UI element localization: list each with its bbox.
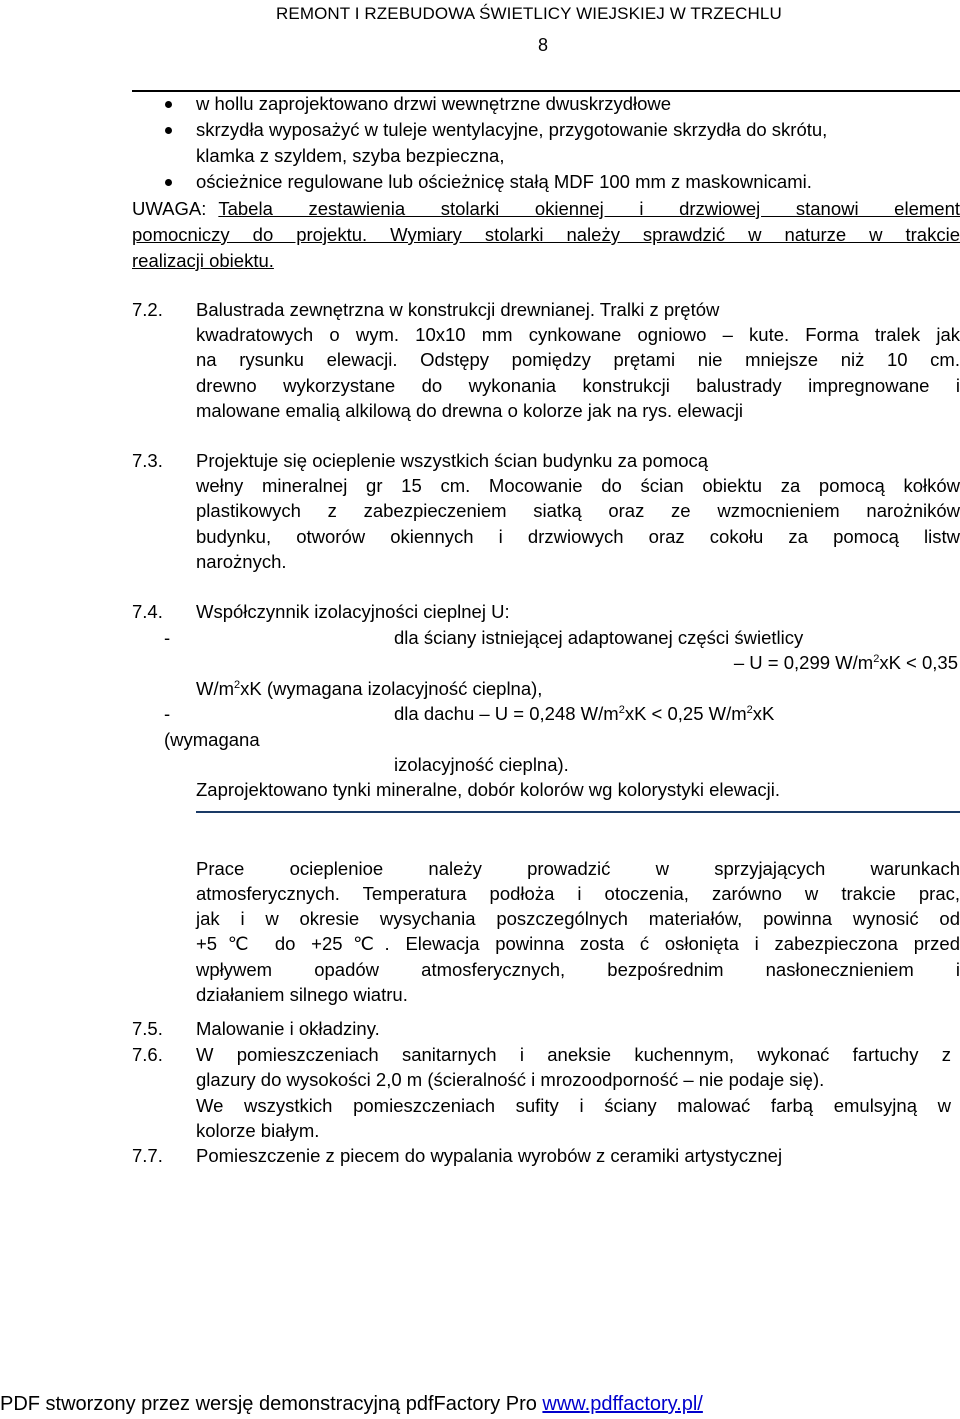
bullet-item-cont: klamka z szyldem, szyba bezpieczna, [196,145,505,166]
section-title: Współczynnik izolacyjności cieplnej U: [196,601,510,622]
paragraph-line: jak i w okresie wysychania poszczególnych materiałów, powinna wynosić od [196,908,960,929]
u-item-roof-cont: (wymagana [164,729,260,750]
section-text: budynku, otworów okiennych i drzwiowych oraz cokołu za pomocą listw [196,526,960,547]
section-number: 7.3. [132,450,163,471]
u-item-wall: dla ściany istniejącej adaptowanej części świetlicy [394,627,804,648]
page-number: 8 [538,35,549,55]
section-text: Projektuje się ocieplenie wszystkich ścian budynku za pomocą [196,450,709,471]
uwaga-label: UWAGA: [132,198,207,219]
u-item-wall-value: – U = 0,299 $W/m^2xK < 0,35$ [733,652,958,673]
u-item-roof-cont: izolacyjność cieplna). [394,754,569,775]
section-text: narożnych. [196,551,287,572]
separator-rule [196,811,960,813]
section-text: kolorze białym. [196,1120,320,1141]
uwaga-text: Tabela zestawienia stolarki okiennej i drzwiowej stanowi element [218,198,960,219]
uwaga-line-3: realizacji obiektu. [132,250,274,271]
section-closing: Zaprojektowano tynki mineralne, dobór kolorów wg kolorystyki elewacji. [196,779,781,800]
section-number: 7.2. [132,299,163,320]
uwaga-line-1 [132,200,960,219]
paragraph-line: Prace ocieplenioe należy prowadzić w sprzyjających warunkach [196,858,960,879]
section-text: na rysunku elewacji. Odstępy pomiędzy prętami nie mniejsze niż 10 cm. [196,349,960,370]
bullet-item: w hollu zaprojektowano drzwi wewnętrzne dwuskrzydłowe [196,93,672,114]
pdf-footer [0,1394,703,1414]
section-number: 7.6. [132,1044,163,1065]
bullet-dot [165,179,172,186]
section-text: Balustrada zewnętrzna w konstrukcji drewnianej. Tralki z prętów [196,299,720,320]
paragraph-line: atmosferycznych. Temperatura podłoża i otoczenia, zarówno w trakcie prac, [196,883,960,904]
footer-link[interactable]: www.pdffactory.pl/ [542,1393,703,1415]
bullet-dot [165,101,172,108]
section-text: malowane emalią alkilową do drewna o kolorze jak na rys. elewacji [196,400,744,421]
section-text: drewno wykorzystane do wykonania konstrukcji balustrady impregnowane i [196,375,960,396]
section-text: kwadratowych o wym. 10x10 mm cynkowane ogniowo – kute. Forma tralek jak [196,324,960,345]
section-text: wełny mineralnej gr 15 cm. Mocowanie do ścian obiektu za pomocą kołków [196,475,960,496]
section-text: Pomieszczenie z piecem do wypalania wyrobów z ceramiki artystycznej [196,1145,783,1166]
section-text: We wszystkich pomieszczeniach sufity i ściany malować farbą emulsyjną w [196,1095,951,1116]
paragraph-line: wpływem opadów atmosferycznych, bezpośrednim nasłonecznieniem i [196,959,960,980]
bullet-dot [165,127,172,134]
running-header-title: REMONT I RZEBUDOWA ŚWIETLICY WIEJSKIEJ W TRZECHLU [276,4,782,23]
section-number: 7.4. [132,601,163,622]
list-dash: - [164,703,171,724]
section-number: 7.7. [132,1145,163,1166]
paragraph-line: +5℃ do +25℃. Elewacja powinna zosta ć osłonięta i zabezpieczona przed [196,933,960,954]
section-text: W pomieszczeniach sanitarnych i aneksie kuchennym, wykonać fartuchy z [196,1044,951,1065]
section-text: glazury do wysokości 2,0 m (ścieralność i mrozoodporność – nie podaje się). [196,1069,825,1090]
uwaga-line-2: pomocniczy do projektu. Wymiary stolarki należy sprawdzić w naturze w trakcie [132,224,960,245]
list-dash: - [164,627,171,648]
u-item-wall-cont: $W/m^2xK$ (wymagana izolacyjność cieplna), [196,678,543,699]
paragraph-line: działaniem silnego wiatru. [196,984,408,1005]
u-item-roof: dla dachu – U = 0,248 $W/m^2xK < 0,25$ $W/m^2xK$ [394,703,775,724]
footer-text: PDF stworzony przez wersję demonstracyjną pdfFactory Pro [0,1393,543,1415]
section-number: 7.5. [132,1018,163,1039]
header-rule [132,90,960,92]
bullet-item: ościeżnice regulowane lub ościeżnicę stałą MDF 100 mm z maskownicami. [196,171,812,192]
section-text: Malowanie i okładziny. [196,1018,380,1039]
section-text: plastikowych z zabezpieczeniem siatką oraz ze wzmocnieniem narożników [196,500,960,521]
bullet-item: skrzydła wyposażyć w tuleje wentylacyjne, przygotowanie skrzydła do skrótu, [196,119,828,140]
